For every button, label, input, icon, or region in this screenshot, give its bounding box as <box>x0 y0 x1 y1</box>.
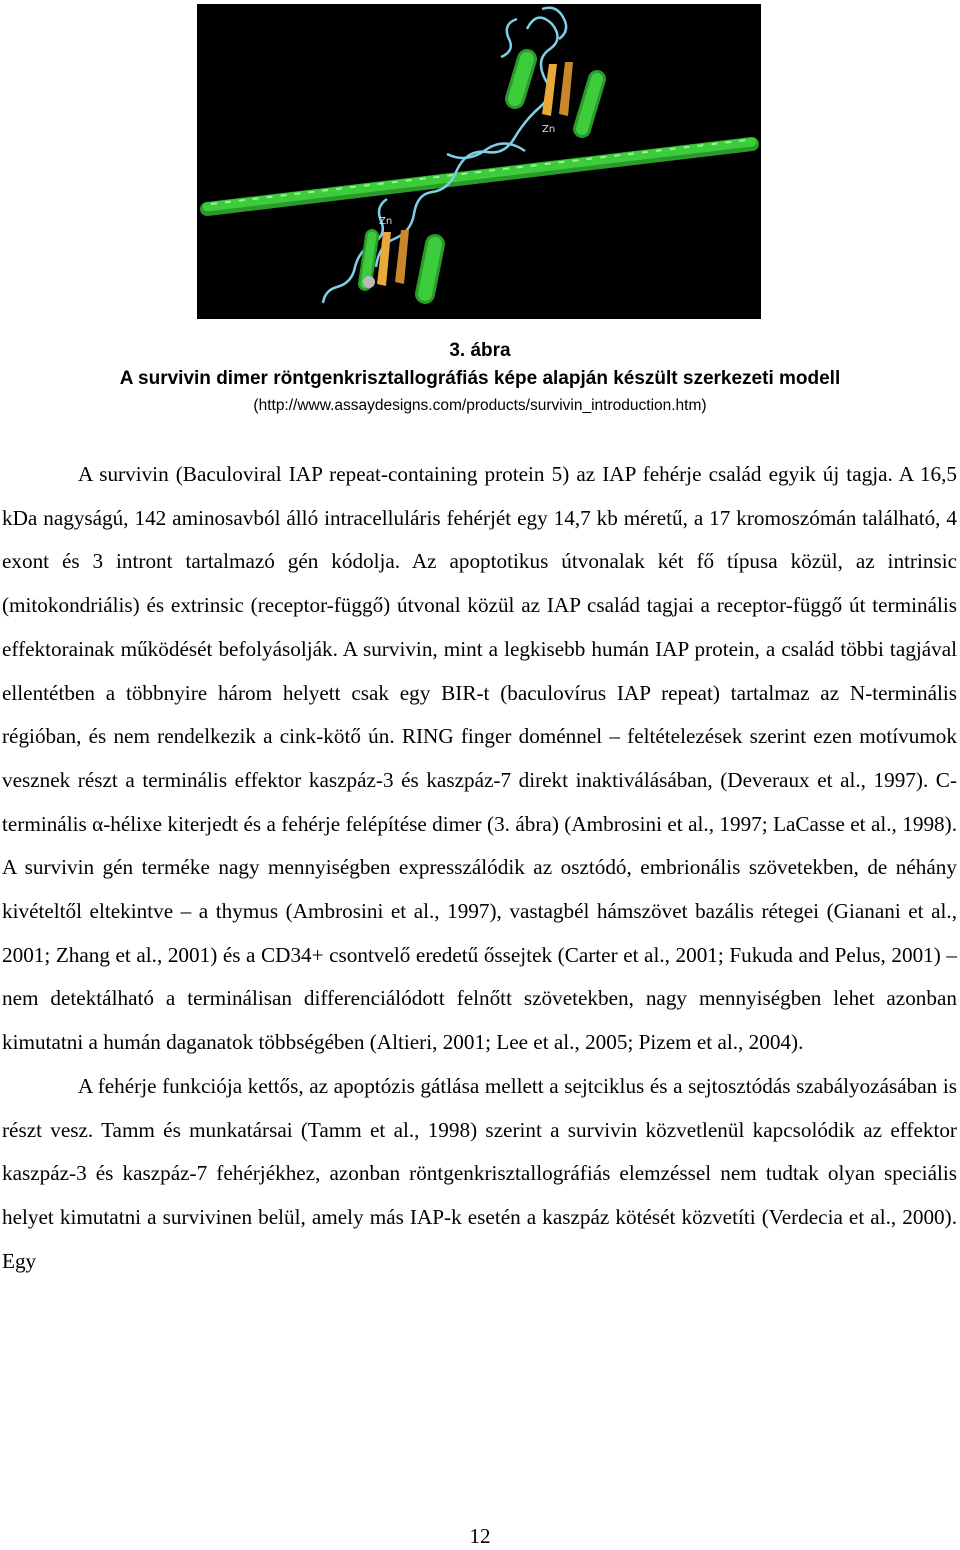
page-number: 12 <box>469 1524 491 1548</box>
zinc-label-top: Zn <box>542 124 556 135</box>
figure-number: 3. ábra <box>449 340 511 361</box>
body-text <box>2 453 957 1283</box>
figure-source-url: (http://www.assaydesigns.com/products/survivin_introduction.htm) <box>253 397 707 414</box>
paragraph: A fehérje funkciója kettős, az apoptózis gátlása mellett a sejtciklus és a sejtosztódás szabályozásában is részt vesz. Tamm és munkatársai (Tamm et al., 1998) szerint a survivin közvetlenül kapcsolódik az effektor kaszpáz-3 és kaszpáz-7 fehérjékhez, azonban röntgenkrisztallográfiás elemzéssel nem tudtak olyan speciális helyet kimutatni a survivinen belül, amely más IAP-k esetén a kaszpáz kötését közvetíti (Verdecia et al., 2000). Egy <box>2 1073 957 1273</box>
figure-caption-title: A survivin dimer röntgenkrisztallográfiás képe alapján készült szerkezeti modell <box>119 368 841 389</box>
paragraph: A survivin (Baculoviral IAP repeat-containing protein 5) az IAP fehérje család egyik új tagja. A 16,5 kDa nagyságú, 142 aminosavból álló intracelluláris fehérjét egy 14,7 kb méretű, a 17 kromoszómán található, 4 exont és 3 intront tartalmazó gén kódolja. Az apoptotikus útvonalak két fő típusa közül, az intrinsic (mitokondriális) és extrinsic (receptor-függő) útvonal közül az IAP család tagjai a receptor-függő út terminális effektorainak működését befolyásolják. A survivin, mint a legkisebb humán IAP protein, a család többi tagjával ellentétben a többnyire három helyett csak egy BIR-t (baculovírus IAP repeat) tartalmaz az N-terminális régióban, és nem rendelkezik a cink-kötő ún. RING finger doménnel – feltételezések szerint ezen motívumok vesznek részt a terminális effektor kaszpáz-3 és kaszpáz-7 direkt inaktiválásában, (Deveraux et al., 1997). C-terminális α-hélixe kiterjedt és a fehérje felépítése dimer (3. ábra) (Ambrosini et al., 1997; LaCasse et al., 1998). A survivin gén terméke nagy mennyiségben expresszálódik az osztódó, embrionális szövetekben, de néhány kivételtől eltekintve – a thymus (Ambrosini et al., 1997), vastagbél hámszövet bazális rétegei (Gianani et al., 2001; Zhang et al., 2001) és a CD34+ csontvelő eredetű őssejtek (Carter et al., 2001; Fukuda and Pelus, 2001) – nem detektálható a terminálisan differenciálódott felnőtt szövetekben, nagy mennyiségben lehet azonban kimutatni a humán daganatok többségében (Altieri, 2001; Lee et al., 2005; Pizem et al., 2004). <box>2 462 957 1055</box>
survivin-dimer-model <box>197 4 761 319</box>
protein-structure-figure <box>197 4 761 319</box>
figure-background <box>197 4 761 319</box>
zinc-label-bottom: Zn <box>379 216 393 227</box>
